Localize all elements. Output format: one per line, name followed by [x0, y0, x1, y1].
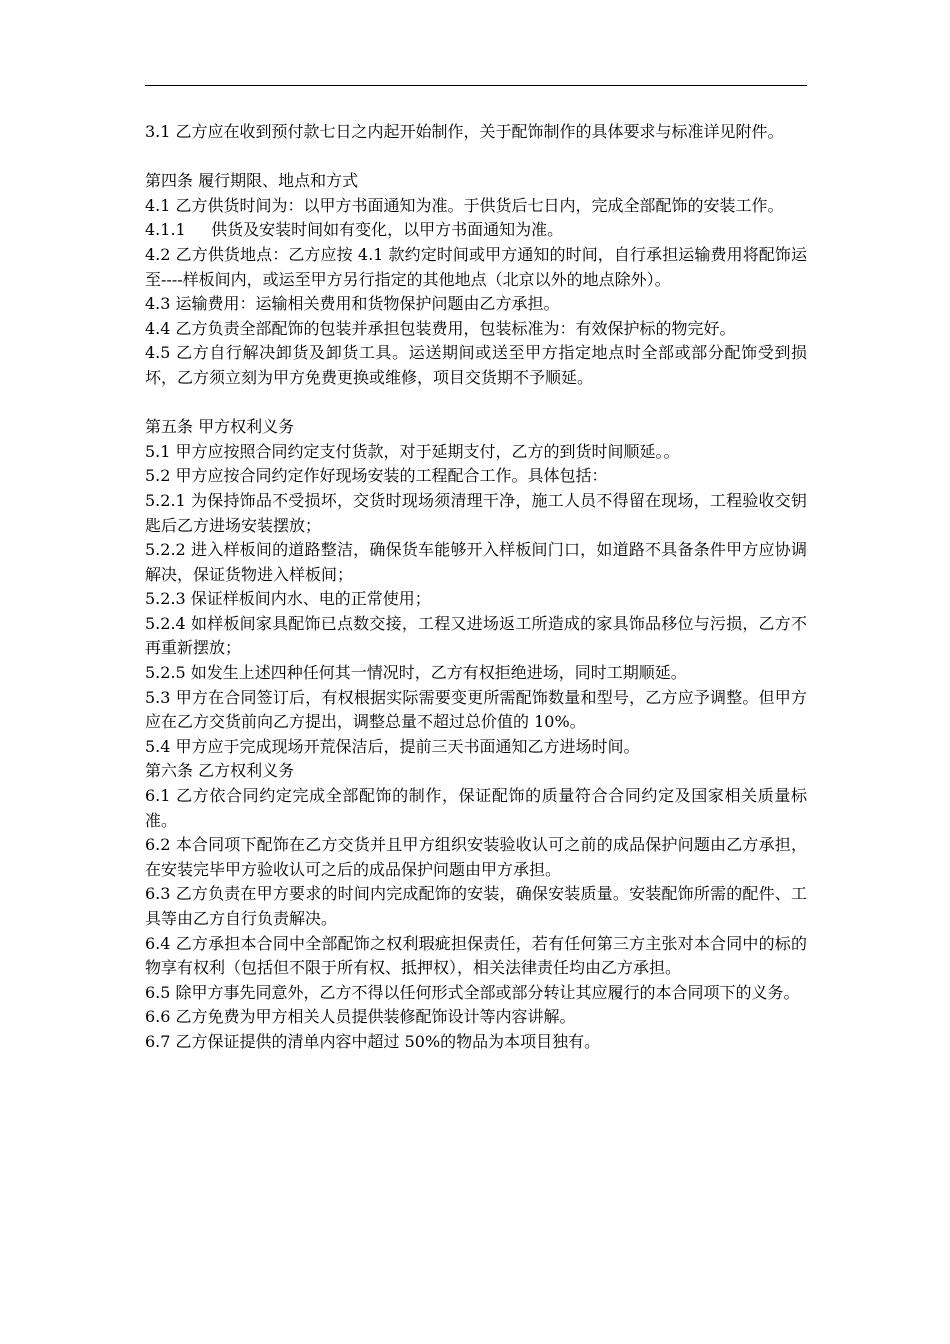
clause-6-1: 6.1 乙方依合同约定完成全部配饰的制作，保证配饰的质量符合合同约定及国家相关质量标准。: [145, 786, 807, 830]
clause-6-3: 6.3 乙方负责在甲方要求的时间内完成配饰的安装，确保安装质量。安装配饰所需的配件、工具等由乙方自行负责解决。: [145, 884, 807, 928]
header-rule: [145, 85, 807, 86]
article-6-heading: 第六条 乙方权利义务: [145, 761, 295, 781]
clause-4-1-1: 4.1.1 供货及安装时间如有变化，以甲方书面通知为准。: [145, 220, 564, 240]
clause-4-5: 4.5 乙方自行解决卸货及卸货工具。运送期间或送至甲方指定地点时全部或部分配饰受到损坏，乙方须立刻为甲方免费更换或维修，项目交货期不予顺延。: [145, 343, 807, 387]
article-4-heading: 第四条 履行期限、地点和方式: [145, 171, 359, 191]
clause-6-6: 6.6 乙方免费为甲方相关人员提供装修配饰设计等内容讲解。: [145, 1007, 576, 1027]
clause-5-1: 5.1 甲方应按照合同约定支付货款，对于延期支付，乙方的到货时间顺延。。: [145, 441, 680, 461]
clause-6-4: 6.4 乙方承担本合同中全部配饰之权利瑕疵担保责任，若有任何第三方主张对本合同中的标的物享有权利（包括但不限于所有权、抵押权），相关法律责任均由乙方承担。: [145, 933, 807, 978]
clause-6-5: 6.5 除甲方事先同意外，乙方不得以任何形式全部或部分转让其应履行的本合同项下的义务。: [145, 982, 800, 1002]
clause-5-2-5: 5.2.5 如发生上述四种任何其一情况时，乙方有权拒绝进场，同时工期顺延。: [145, 663, 687, 683]
clause-4-3: 4.3 运输费用：运输相关费用和货物保护问题由乙方承担。: [145, 294, 560, 314]
clause-6-7: 6.7 乙方保证提供的清单内容中超过 50%的物品为本项目独有。: [145, 1031, 601, 1051]
blank-line: [145, 391, 807, 416]
clause-5-2: 5.2 甲方应按合同约定作好现场安装的工程配合工作。具体包括：: [145, 466, 608, 486]
clause-5-2-2: 5.2.2 进入样板间的道路整洁，确保货车能够开入样板间门口，如道路不具备条件甲方应协调解决，保证货物进入样板间；: [145, 540, 807, 584]
clause-5-4: 5.4 甲方应于完成现场开荒保洁后，提前三天书面通知乙方进场时间。: [145, 736, 640, 756]
clause-5-2-3: 5.2.3 保证样板间内水、电的正常使用；: [145, 589, 431, 609]
clause-4-2: 4.2 乙方供货地点：乙方应按 4.1 款约定时间或甲方通知的时间，自行承担运输费用将配饰运至----样板间内，或运至甲方另行指定的其他地点（北京以外的地点除外）。: [145, 244, 807, 289]
clause-4-1: 4.1 乙方供货时间为：以甲方书面通知为准。于供货后七日内，完成全部配饰的安装工作。: [145, 195, 784, 215]
clause-4-4: 4.4 乙方负责全部配饰的包装并承担包装费用，包装标准为：有效保护标的物完好。: [145, 318, 736, 338]
contract-body: [145, 120, 807, 1055]
article-5-heading: 第五条 甲方权利义务: [145, 417, 295, 437]
clause-5-3: 5.3 甲方在合同签订后，有权根据实际需要变更所需配饰数量和型号，乙方应予调整。但甲方应在乙方交货前向乙方提出，调整总量不超过总价值的 10%。: [145, 687, 807, 732]
clause-3-1: 3.1 乙方应在收到预付款七日之内起开始制作，关于配饰制作的具体要求与标准详见附件。: [145, 122, 784, 141]
clause-5-2-4: 5.2.4 如样板间家具配饰已点数交接，工程又进场返工所造成的家具饰品移位与污损，乙方不再重新摆放；: [145, 613, 807, 658]
clause-6-2: 6.2 本合同项下配饰在乙方交货并且甲方组织安装验收认可之前的成品保护问题由乙方承担，在安装完毕甲方验收认可之后的成品保护问题由甲方承担。: [145, 835, 807, 879]
blank-line: [145, 145, 807, 170]
clause-5-2-1: 5.2.1 为保持饰品不受损坏，交货时现场须清理干净，施工人员不得留在现场，工程验收交钥匙后乙方进场安装摆放；: [145, 490, 807, 535]
